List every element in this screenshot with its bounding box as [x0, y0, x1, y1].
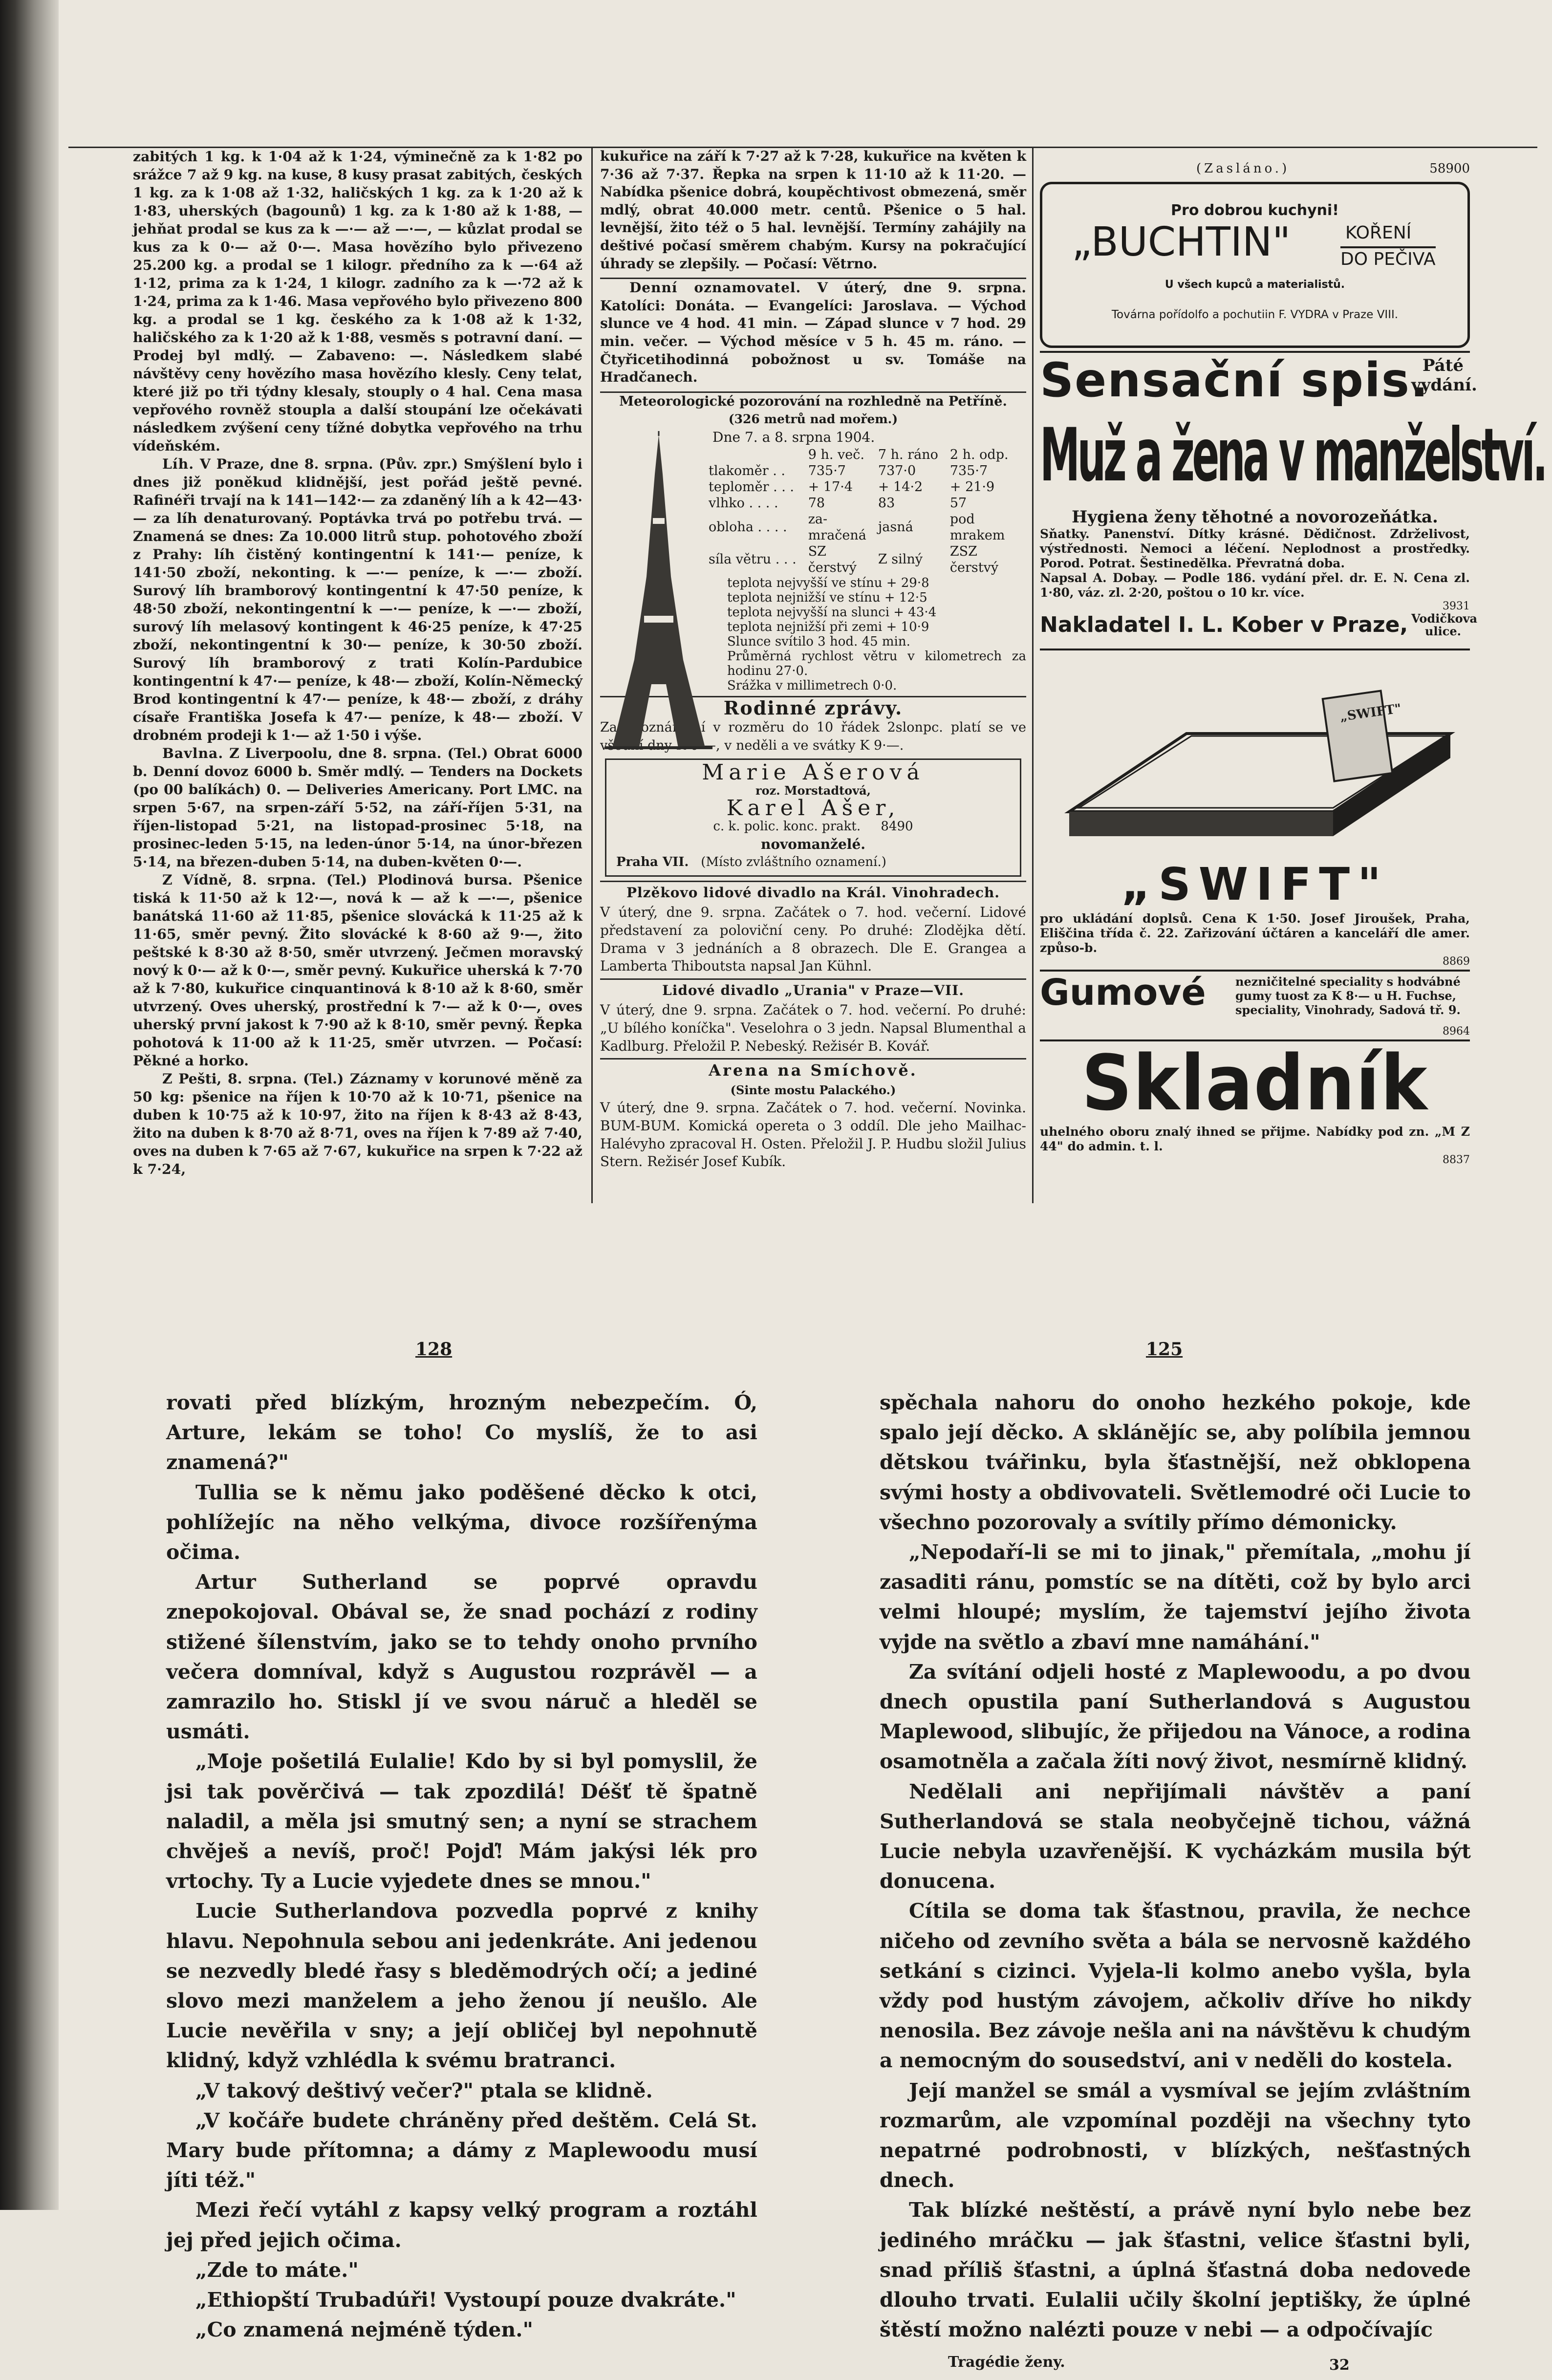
novel-paragraph: „Nepodaří-li se mi to jinak," přemítala, „mohu jí zasaditi ránu, pomstíc se na dítěti, což by bylo arci velmi hloupé; myslím, že tajemství jejího života vyjde na světlo a zbaví mne namáhání." — [880, 1540, 1471, 1654]
meteo-extra-line: Slunce svítilo 3 hod. 45 min. — [727, 634, 910, 649]
meteo-label: tlakoměr . . — [709, 463, 786, 478]
zaslano-line — [1040, 161, 1470, 179]
meteo-title: Meteorologické pozorování na rozhledně na Petříně. — [619, 393, 1007, 409]
meteo-value: za- mračená — [808, 511, 866, 543]
meteo-extra-line: Průměrná rychlost větru v kilometrech za hodinu 27·0. — [727, 649, 1026, 678]
novel-paragraph: Tullia se k němu jako poděšené děcko k otci, pohlížejíc na něho velkýma, divoce rozšířenýma očima. — [166, 1480, 757, 1564]
meteo-label: síla větru . . . — [709, 552, 797, 567]
daily-text: V úterý, dne 9. srpna. Katolíci: Donáta. — Evangelíci: Jaroslava. — Východ slunce ve 4 hod. 41 min. — Západ slunce v 7 hod. 29 min. večer. — Východ měsíce v 5 h. 45 m. ráno. — Čtyřicetihodinná pobožnost u sv. Tomáše na Hradčanech. — [600, 280, 1027, 386]
meteo-value: Z silný — [878, 552, 923, 567]
cotton-lead: Bavlna. — [162, 745, 224, 761]
meteo-value: pod mrakem — [949, 511, 1005, 543]
meteo-extra-line: teplota nejvyšší ve stínu + 29·8 — [727, 575, 929, 590]
daily-lead: Denní oznamovatel. — [629, 280, 801, 296]
novel-paragraph: „Co znamená nejméně týden." — [195, 2318, 533, 2342]
skladnik-number: 8837 — [1443, 1154, 1470, 1166]
left-page-number: 128 — [415, 1339, 453, 1360]
novel-left-page — [166, 1388, 757, 2345]
cotton-text: Z Liverpoolu, dne 8. srpna. (Tel.) Obrat 6000 b. Denní dovoz 6000 b. Směr mdlý. — Tenders na Dockets (po 00 balíkách) 0. — Deliveries Americany. Port LMC. na srpen 5·67, na srpen-září 5·52, na září-říjen 5·31, na říjen-listopad 5·21, na listopad-prosinec 5·18, na prosinec-leden 5·15, na leden-únor 5·14, na únor-březen 5·14, na březen-duben 5·14, na duben-květen 0·—. — [133, 745, 582, 870]
meteo-row — [703, 495, 1014, 511]
notice-number: 8490 — [881, 819, 913, 834]
novel-paragraph: „Zde to máte." — [195, 2258, 359, 2282]
meteo-row — [703, 479, 1014, 495]
novel-right-page — [880, 1388, 1471, 2374]
meteo-extra-line: teplota nejnižší při zemi + 10·9 — [727, 619, 929, 634]
zaslano-number: 58900 — [1429, 161, 1470, 176]
meteo-value: 78 — [808, 495, 825, 511]
gumove-headline: Gumové — [1040, 972, 1206, 1014]
hygiena-title: Hygiena ženy těhotné a novorozeňátka. — [1072, 507, 1438, 527]
meteo-value: ZSZ čerstvý — [949, 543, 999, 575]
novel-footer — [880, 2345, 1471, 2374]
theatre2-text: V úterý, dne 9. srpna. Začátek o 7. hod. večerní. Po druhé: „U bílého koníčka". Veselohra o 3 jedn. Napsal Blumenthal a Kadlburg. Přeložil P. Nebeský. Režisér B. Kovář. — [600, 1002, 1026, 1054]
meteo-value: 735·7 — [949, 463, 988, 478]
meteo-date: Dne 7. a 8. srpna 1904. — [712, 429, 875, 445]
notice-footer — [616, 853, 1010, 871]
meteo-value: jasná — [878, 519, 913, 535]
meteo-value: + 14·2 — [878, 479, 923, 495]
buchtin-shops: U všech kupců a materialistů. — [1164, 279, 1345, 291]
meteo-col-head: 2 h. odp. — [949, 447, 1009, 462]
kober-name: Nakladatel I. L. Kober v Praze, — [1040, 612, 1408, 637]
vienna-paragraph: Z Vídně, 8. srpna. (Tel.) Plodinová bursa. Pšenice tiská k 11·50 až k 12·—, nová k — až k —·—, pšenice banátská 11·60 až 11·85, pšenice slovácká k 11·25 až k 11·65, směr pevný. Žito slovácké k 8·60 až 9·—, žito peštské k 8·30 až 8·50, směr utvrzený. Ječmen moravský nový k 0·— až k 0·—, směr pevný. Kukuřice uherská k 7·70 až k 7·80, kukuřice cinquantinová k 8·10 až k 8·60, směr utvrzený. Oves uherský, prostřední k 7·— až k 0·—, oves uherský první jakost k 7·90 až k 8·10, směr pevný. Řepka pohotová k 11·00 až k 11·25, směr utvrzen. — Počasí: Pěkné a horko. — [133, 871, 582, 1069]
novel-paragraph: Za svítání odjeli hosté z Maplewoodu, a po dvou dnech opustila paní Sutherlandová s Augustou Maplewood, slibujíc, že přijedou na Vánoce, a rodina osamotněla a začala žíti nový život, nesmírně klidný. — [880, 1660, 1471, 1774]
bride-maiden: roz. Morstadtová, — [755, 783, 871, 798]
right-page-number: 125 — [1146, 1339, 1183, 1360]
buchtin-name: „BUCHTIN" — [1072, 219, 1291, 265]
family-news-text: Za 1 oznámení v rozměru do 10 řádek 2slonpc. platí se ve všední dny K 6·—, v neděli a ve svátky K 9·—. — [600, 720, 1026, 753]
petrin-tower-illustration — [605, 430, 712, 753]
novel-paragraph: „V kočáře budete chráněny před deštěm. Celá St. Mary bude přítomna; a dámy z Maplewoodu musí jíti též." — [166, 2108, 757, 2192]
spirits-text: V Praze, dne 8. srpna. (Pův. zpr.) Smýšlení bylo i dnes již poněkud klidnější, jest pořád ještě pevné. Rafinéři trvají na k 141—142·— za zdaněný líh a k 42—43·— za líh denaturovaný. Poptávka trvá po potřebu trvá. — Znamená se dnes: Za 10.000 litrů stup. pohotového zboží z Prahy: líh čistěný kontingentní k 141·— peníze, k 141·50 zboží, nekonting. k —·— peníze, k —·— zboží. Surový líh bramborový kontingentní k 47·50 peníze, k 48·50 zboží, nekontingentní k —·— peníze, k —·— zboží, surový líh melasový kontingent k 46·25 peníze, k 47·25 zboží, nekontingentní k 30·— peníze, k 30·50 zboží. Surový líh bramborový z trati Kolín-Pardubice kontingentní k 47·— peníze, k 48·— zboží, Kolín-Německý Brod kontingentní k 47·— peníze, k 48·— zboží, z dráhy císaře Františka Josefa k 47·— peníze, k 48·— zboží. V drobném prodeji k 1·— až 1·50 i výše. — [133, 455, 582, 743]
zaslano-label: (Zasláno.) — [1196, 161, 1290, 176]
column-rule-2 — [1032, 148, 1034, 1203]
meteo-extra-line: teplota nejnižší ve stínu + 12·5 — [727, 590, 927, 605]
theatre2-title: Lidové divadlo „Urania" v Praze—VII. — [662, 982, 964, 998]
groom-name: Karel Ašer, — [726, 796, 900, 821]
gumove-number: 8964 — [1443, 1025, 1470, 1038]
novel-paragraph: rovati před blízkým, hrozným nebezpečím. Ó, Arture, lekám se toho! Co myslíš, že to asi znamená?" — [166, 1391, 757, 1474]
buchtin-koreni: KOŘENÍ — [1345, 223, 1412, 243]
meteo-value: 57 — [949, 495, 967, 511]
rule — [600, 881, 1026, 882]
theatre1-title: Plzěkovo lidové divadlo na Král. Vinohradech. — [626, 884, 1000, 901]
hygiena-number: 3931 — [1443, 600, 1470, 612]
daily-paragraph — [600, 279, 1026, 387]
novel-paragraph: Mezi řečí vytáhl z kapsy velký program a roztáhl jej před jejich očima. — [166, 2198, 757, 2252]
meteo-col-head: 7 h. ráno — [878, 447, 938, 462]
meteo-row — [703, 511, 1014, 543]
meteo-value: 737·0 — [878, 463, 916, 478]
meteo-subtitle: (326 metrů nad mořem.) — [728, 412, 898, 427]
novel-paragraph: Lucie Sutherlandova pozvedla poprvé z knihy hlavu. Nepohnula sebou ani jedenkráte. Ani jedenou se nezvedly bledé řasy s bleděmodrých očí; a jediné slovo mezi manželem a jeho ženou jí neušlo. Ale Lucie nevěřila v sny; a její obličej byl nepohnutě klidný, když vzhlédla k svému bratranci. — [166, 1899, 757, 2073]
novel-paragraph: „V takový deštivý večer?" ptala se klidně. — [195, 2078, 653, 2102]
meteo-value: + 17·4 — [808, 479, 853, 495]
novel-footer-number: 32 — [1329, 2356, 1350, 2374]
rule — [600, 1058, 1026, 1060]
spis-headline: Sensační spis. — [1040, 353, 1429, 408]
buchtin-slogan: Pro dobrou kuchyni! — [1171, 202, 1339, 219]
wedding-notice — [605, 758, 1021, 877]
swift-number: 8869 — [1443, 955, 1470, 968]
meteo-value: 83 — [878, 495, 895, 511]
groom-occupation — [616, 818, 1010, 836]
notice-note: (Místo zvláštního oznamení.) — [701, 855, 886, 870]
novel-paragraph: spěchala nahoru do onoho hezkého pokoje, kde spalo její děcko. A sklánějíc se, aby políbila jemnou dětskou tvářinku, byla šťastnější, než obklopena svými hosty a obdivovateli. Světlemodré oči Lucie to všechno pozorovaly a svítily přímo démonicky. — [880, 1391, 1471, 1534]
manzel-headline: Muž a žena v manželství. — [1040, 413, 1546, 498]
theatre1-text: V úterý, dne 9. srpna. Začátek o 7. hod. večerní. Lidové představení za poloviční ceny. Po druhé: Zlodějka dětí. Drama v 3 jednáních a 8 obrazech. Dle E. Grangea a Lamberta Thiboutsta napsal Jan Kühnl. — [600, 904, 1026, 974]
meteo-table — [703, 447, 1014, 576]
novel-paragraph: Její manžel se smál a vysmíval se jejím zvláštním rozmarům, ale vzpomínal později na všechny tyto nepatrné podrobnosti, v blízkých, nešťastných dnech. — [880, 2078, 1471, 2192]
skladnik-headline: Skladník — [1081, 1039, 1428, 1127]
hygiena-text: Sňatky. Panenství. Dítky krásné. Dědičnost. Zdrželivost, výstřednosti. Nemoci a léčení. Neplodnost a prostředky. Porod. Potrat. Šestinedělka. Převratná doba. — [1040, 527, 1470, 570]
novel-paragraph: Nedělali ani nepřijímali návštěv a paní Sutherlandová se stala neobyčejně tichou, vážná Lucie nebyla uzavřenější. K vycházkám musila být donucena. — [880, 1779, 1471, 1893]
novel-paragraph: „Moje pošetilá Eulalie! Kdo by si byl pomyslil, že jsi tak pověrčivá — tak zpozdilá! Déšť tě špatně naladil, a měla jsi smutný sen; a nyní se strachem chvěješ a nevíš, proč! Pojď! Mám jakýsi lék pro vrtochy. Ty a Lucie vyjedete dnes se mnou." — [166, 1750, 757, 1893]
novel-paragraph: Cítila se doma tak šťastnou, pravila, že nechce ničeho od zevního světa a bála se nervosně každého setkání s cizinci. Vyjela-li kolmo anebo vyšla, byla vždy pod hustým závojem, ačkoliv dříve ho nikdy nenosila. Bez závoje nešla ani na návštěvu k chudým a nemocným do sousedství, ani v neděli do kostela. — [880, 1899, 1471, 2073]
novel-paragraph: Tak blízké neštěstí, a právě nyní bylo nebe bez jediného mráčku — jak šťastni, velice šťastni byli, snad příliš šťastni, a úplná šťastná doba nedovede dlouho trvati. Eulalii učily školní jeptišky, že úplné štěstí možno nalézti pouze v nebi — a odpočívajíc — [880, 2198, 1471, 2342]
binding-edge — [0, 0, 59, 2210]
meteo-label: teploměr . . . — [709, 479, 794, 495]
ads-column — [1040, 161, 1546, 1166]
spis-ad — [1040, 353, 1477, 408]
novel-footer-title: Tragédie ženy. — [948, 2353, 1065, 2371]
spis-edition: Páté vydání. — [1411, 356, 1477, 395]
hygiena-publication: Napsal A. Dobay. — Podle 186. vydání přel. dr. E. N. Cena zl. 1·80, váz. zl. 2·20, poštou o 10 kr. více. — [1040, 571, 1470, 600]
rule — [600, 978, 1026, 980]
market-report-column — [133, 148, 582, 1178]
spirits-paragraph — [133, 455, 582, 744]
bride-name: Marie Ašerová — [702, 760, 925, 785]
swift-text: pro ukládání doplsů. Cena K 1·50. Josef Jiroušek, Praha, Eliščina třída č. 22. Zařizování účtáren a kanceláří dle amer. způso-b. — [1040, 911, 1470, 955]
cotton-paragraph — [133, 744, 582, 871]
swift-box-label: „SWIFT" — [1339, 701, 1402, 725]
swift-box-illustration — [1040, 650, 1470, 856]
family-news-title: Rodinné zprávy. — [723, 696, 903, 719]
notice-city: Praha VII. — [616, 855, 689, 870]
grain-paragraph: kukuřice na září k 7·27 až k 7·28, kukuřice na květen k 7·36 až 7·37. Řepka na srpen k 11·10 až k 11·20. — Nabídka pšenice dobrá, koupěchtivost obmezená, směr mdlý, obrat 40.000 metr. centů. Pšenice o 5 hal. levnější, žito též o 5 hal. levnější. Termíny zahájily na deštivé počasí směrem chabým. Kursy na pokračující úhrady se zlepšily. — Počasí: Větrno. — [600, 148, 1026, 272]
theatre3-title: Arena na Smíchově. — [709, 1061, 918, 1080]
manzel-banner — [1040, 407, 1546, 504]
meteo-col-head: 9 h. več. — [808, 447, 864, 462]
meat-market-paragraph: zabitých 1 kg. k 1·04 až k 1·24, výminečně za k 1·82 po srážce 7 až 9 kg. na kuse, 8 kusy prasat zabitých, českých 1 kg. za k 1·08 až 1·32, haličských 1 kg. za k 1·20 až k 1·83, uherských (bagounů) 1 kg. za k 1·80 až k 1·88, — jehňat prodal se kus za k —·— až —·—, — kůzlat prodal se kus za k 0·— až 0·—. Masa hovězího bylo přivezeno 25.200 kg. a prodal se 1 kilogr. předního za k —·64 až 1·12, prima za k 1·24, 1 kilogr. zadního za k —·72 až k 1·24, prima za k 1·46. Masa vepřového bylo přivezeno 800 kg. a prodal se 1 kg. českého za k 1·08 až k 1·32, haličského za k 1·20 až k 1·88, vesměs s potravní daní. — Prodej byl mdlý. — Zabaveno: —. Následkem slabé návštěvy ceny hovězího masa hovězího klesly. Ceny telat, které již po tři týdny klesaly, stouply o 4 hal. Cena masa vepřového rovněž stoupla a další stoupání lze očekávati následkem zvýšení ceny tížné dobytka vepřového na trhu vídeňském. — [133, 148, 582, 454]
spirits-lead: Líh. — [162, 455, 194, 472]
buchtin-peciva: DO PEČIVA — [1340, 246, 1436, 269]
swift-headline: „SWIFT" — [1121, 858, 1389, 910]
skladnik-text: uhelného oboru znalý ihned se přijme. Nabídky pod zn. „M Z 44" do admin. t. l. — [1040, 1125, 1470, 1153]
meteo-extra-line: teplota nejvyšší na slunci + 43·4 — [727, 605, 937, 620]
meteo-extra — [727, 576, 1026, 693]
meteo-row — [703, 463, 1014, 479]
kober-address: Vodičkova ulice. — [1411, 611, 1478, 638]
novel-paragraph: Artur Sutherland se poprvé opravdu znepokojoval. Obával se, že snad pochází z rodiny stižené šílenstvím, jako se to tehdy onoho prvního večera domníval, když s Augustou rozprávěl — a zamrazilo ho. Stiskl jí ve svou náruč a hleděl se usmáti. — [166, 1570, 757, 1744]
theatre3-text: V úterý, dne 9. srpna. Začátek o 7. hod. večerní. Novinka. BUM-BUM. Komická opereta o 3 oddíl. Dle jeho Mailhac-Halévyho zpracoval H. Osten. Přeložil J. P. Hudbu složil Julius Stern. Režisér Josef Kubík. — [600, 1100, 1026, 1170]
novel-paragraph: „Ethiopští Trubadúři! Vystoupí pouze dvakráte." — [195, 2288, 736, 2312]
buchtin-brand — [1042, 219, 1467, 273]
theatre3-subtitle: (Sinte mostu Palackého.) — [730, 1082, 896, 1097]
occupation-text: c. k. polic. konc. prakt. — [713, 819, 861, 834]
newlyweds: novomanželé. — [760, 836, 866, 852]
column-rule-1 — [591, 148, 593, 1203]
meteo-value: SZ čerstvý — [808, 543, 857, 575]
buchtin-factory: Továrna pořídolfo a pochutiin F. VYDRA v Praze VIII. — [1111, 308, 1399, 321]
gumove-ad — [1040, 972, 1470, 1025]
meteo-value: 735·7 — [808, 463, 846, 478]
meteo-extra-line: Srážka v millimetrech 0·0. — [727, 678, 897, 693]
buchtin-ad — [1040, 182, 1470, 348]
meteo-row — [703, 543, 1014, 576]
kober-line — [1040, 611, 1478, 642]
gumove-text: nezničitelné speciality s hodvábné gumy tuost za K 8·— u H. Fuchse, speciality, Vinohrady, Sadová tř. 9. — [1235, 974, 1461, 1017]
meteo-value: + 21·9 — [949, 479, 995, 495]
meteo-label: obloha . . . . — [709, 519, 787, 535]
meteo-label: vlhko . . . . — [709, 495, 778, 511]
pest-paragraph: Z Pešti, 8. srpna. (Tel.) Záznamy v korunové měně za 50 kg: pšenice na říjen k 10·70 až k 10·71, pšenice na duben k 10·75 až k 10·97, žito na říjen k 8·43 až 8·43, žito na duben k 8·70 až 8·71, oves na říjen k 7·89 až 7·40, oves na duben k 7·65 až 7·67, kukuřice na srpen k 7·22 až k 7·24, — [133, 1070, 582, 1177]
